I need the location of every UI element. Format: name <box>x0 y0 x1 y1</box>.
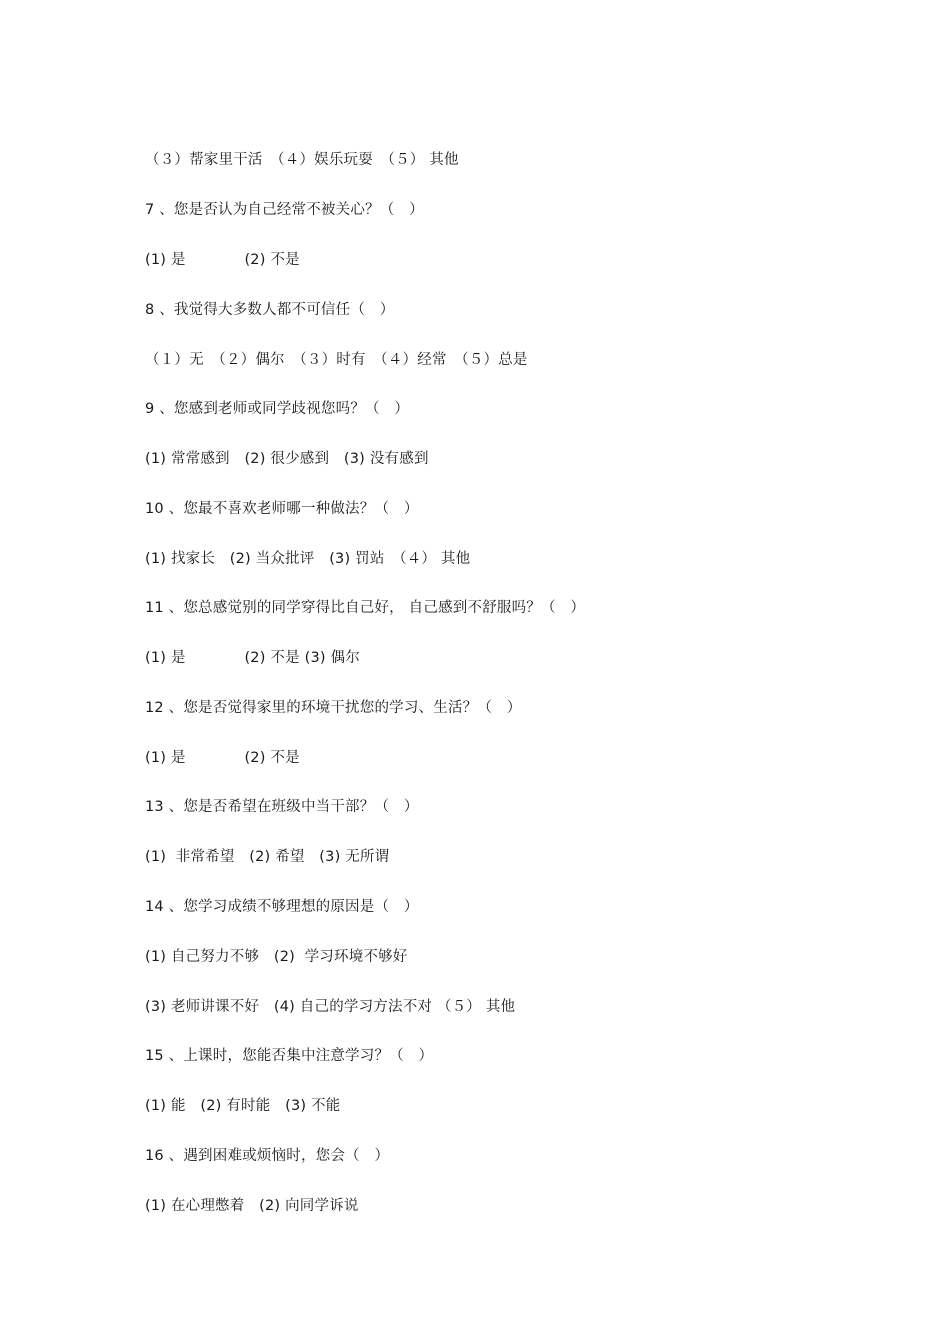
options-q11: (1) 是 (2) 不是 (3) 偶尔 <box>145 650 360 666</box>
question-14: 14 、您学习成绩不够理想的原因是（ ） <box>145 899 419 915</box>
options-q10: (1) 找家长 (2) 当众批评 (3) 罚站 （４） 其他 <box>145 551 471 567</box>
question-16: 16 、遇到困难或烦恼时，您会（ ） <box>145 1148 390 1164</box>
question-7: 7 、您是否认为自己经常不被关心？（ ） <box>145 202 424 218</box>
question-15: 15 、上课时，您能否集中注意学习？（ ） <box>145 1048 434 1064</box>
options-q13: (1) 非常希望 (2) 希望 (3) 无所谓 <box>145 849 390 865</box>
question-9: 9 、您感到老师或同学歧视您吗？（ ） <box>145 401 410 417</box>
options-q16: (1) 在心理憋着 (2) 向同学诉说 <box>145 1198 359 1214</box>
options-q15: (1) 能 (2) 有时能 (3) 不能 <box>145 1098 341 1114</box>
options-q14-line1: (1) 自己努力不够 (2) 学习环境不够好 <box>145 949 408 965</box>
options-q8: （１）无 （２）偶尔 （３）时有 （４）经常 （５）总是 <box>145 352 528 368</box>
question-8: 8 、我觉得大多数人都不可信任（ ） <box>145 302 395 318</box>
options-q7: (1) 是 (2) 不是 <box>145 252 300 268</box>
options-q14-line2: (3) 老师讲课不好 (4) 自己的学习方法不对 （５） 其他 <box>145 999 516 1015</box>
options-q12: (1) 是 (2) 不是 <box>145 750 300 766</box>
question-11: 11 、您总感觉别的同学穿得比自己好， 自己感到不舒服吗？（ ） <box>145 600 586 616</box>
question-13: 13 、您是否希望在班级中当干部？（ ） <box>145 799 419 815</box>
question-10: 10 、您最不喜欢老师哪一种做法？（ ） <box>145 501 419 517</box>
options-q9: (1) 常常感到 (2) 很少感到 (3) 没有感到 <box>145 451 429 467</box>
option-line-q6-continued: （３）帮家里干活 （４）娱乐玩耍 （５） 其他 <box>145 152 459 168</box>
question-12: 12 、您是否觉得家里的环境干扰您的学习、生活？（ ） <box>145 700 522 716</box>
